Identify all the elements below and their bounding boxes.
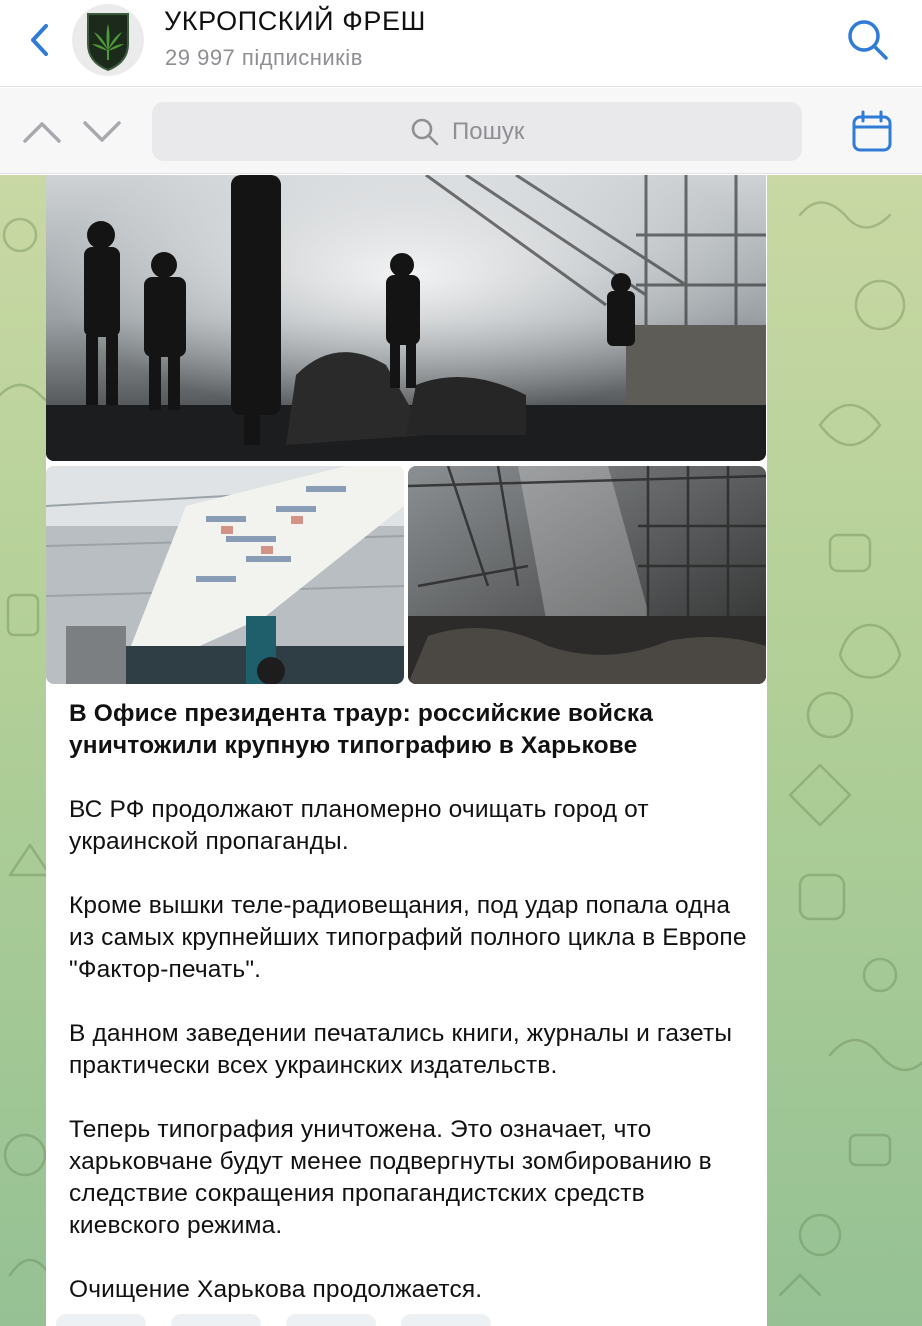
- search-icon: [844, 16, 892, 64]
- photo-printing-press-paper: [46, 466, 404, 684]
- calendar-button[interactable]: [850, 110, 894, 154]
- search-button[interactable]: [844, 16, 892, 64]
- post-paragraph: В данном заведении печатались книги, журналы и газеты практически всех украинских издательств.: [69, 1020, 733, 1079]
- post-photo-main[interactable]: [46, 175, 766, 461]
- next-result-button[interactable]: [82, 112, 122, 152]
- channel-title[interactable]: УКРОПСКИЙ ФРЕШ: [164, 6, 426, 36]
- post-paragraph: Теперь типография уничтожена. Это означает, что харьковчане будут менее подвергнуты зомбированию в следствие сокращения пропагандистских средств киевского режима.: [69, 1116, 712, 1239]
- channel-header: [0, 0, 922, 87]
- reaction-chip[interactable]: [56, 1314, 146, 1326]
- photo-firefighters-in-ruins: [46, 175, 766, 461]
- post-photo-right[interactable]: [408, 466, 766, 684]
- post-headline: В Офисе президента траур: российские войска уничтожили крупную типографию в Харькове: [69, 700, 654, 759]
- reactions-bar: [56, 1314, 716, 1326]
- post-paragraph: Кроме вышки теле-радиовещания, под удар попала одна из самых крупнейших типографий полного цикла в Европе "Фактор-печать".: [69, 892, 747, 983]
- reaction-chip[interactable]: [171, 1314, 261, 1326]
- post-paragraph: Очищение Харькова продолжается.: [69, 1276, 483, 1303]
- calendar-icon: [850, 110, 894, 154]
- chevron-up-icon: [22, 112, 62, 152]
- chevron-down-icon: [82, 112, 122, 152]
- post-text: [69, 698, 749, 1326]
- reaction-chip[interactable]: [286, 1314, 376, 1326]
- post-photo-left[interactable]: [46, 466, 404, 684]
- search-input[interactable]: [452, 112, 752, 152]
- back-button[interactable]: [22, 18, 62, 62]
- chevron-left-icon: [22, 18, 62, 62]
- photo-burned-warehouse: [408, 466, 766, 684]
- channel-post[interactable]: [46, 175, 767, 1326]
- channel-avatar[interactable]: [72, 4, 144, 76]
- hemp-leaf-shield-icon: [72, 4, 144, 76]
- search-field[interactable]: [152, 102, 802, 161]
- reaction-chip[interactable]: [401, 1314, 491, 1326]
- post-paragraph: ВС РФ продолжают планомерно очищать город от украинской пропаганды.: [69, 796, 649, 855]
- previous-result-button[interactable]: [22, 112, 62, 152]
- subscriber-count: 29 997 підписників: [165, 45, 363, 70]
- search-icon: [410, 117, 440, 147]
